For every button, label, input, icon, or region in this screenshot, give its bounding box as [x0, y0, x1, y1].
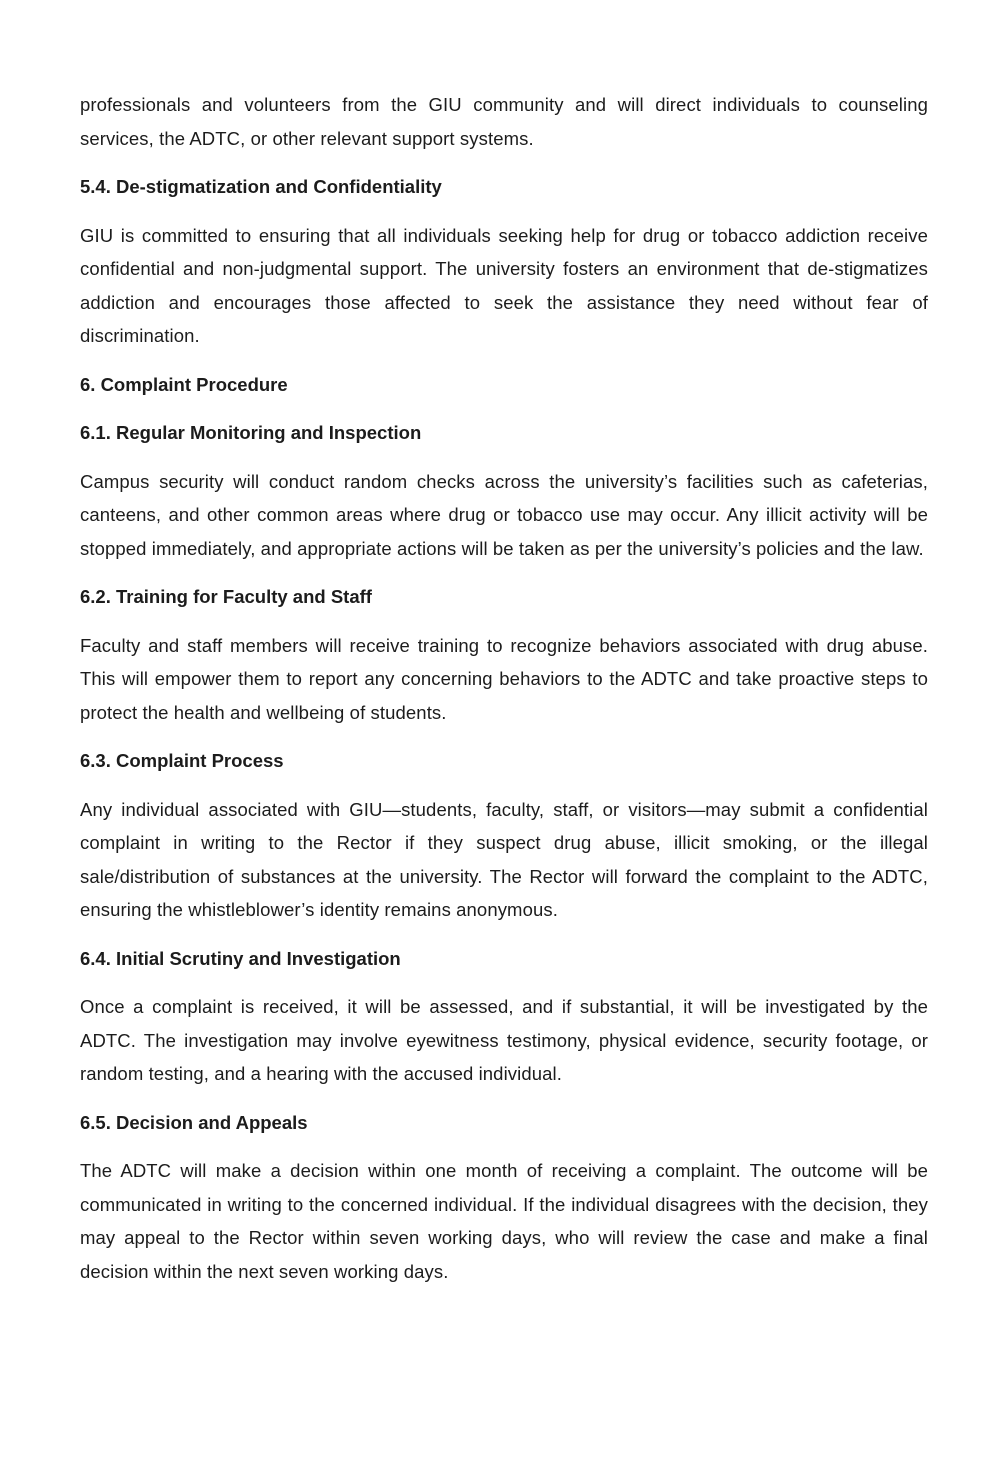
paragraph: GIU is committed to ensuring that all individuals seeking help for drug or tobacco addiction receive confidential and non-judgmental support. The university fosters an environment that de-stigmatizes addiction and encourages those affected to seek the assistance they need without fear of discrimination. [80, 224, 928, 346]
section-heading-6-2: 6.2. Training for Faculty and Staff [80, 586, 372, 607]
paragraph: Campus security will conduct random checks across the university’s facilities such as cafeterias, canteens, and other common areas where drug or tobacco use may occur. Any illicit activity will be stopped immediately, and appropriate actions will be taken as per the university’s policies and the law. [80, 470, 928, 559]
paragraph: Any individual associated with GIU—students, faculty, staff, or visitors—may submit a confidential complaint in writing to the Rector if they suspect drug abuse, illicit smoking, or the illegal sale/distribution of substances at the university. The Rector will forward the complaint to the ADTC, ensuring the whistleblower’s identity remains anonymous. [80, 798, 928, 920]
section-heading-6-5: 6.5. Decision and Appeals [80, 1111, 308, 1133]
section-heading-6: 6. Complaint Procedure [80, 373, 288, 395]
section-heading-5-4: 5.4. De-stigmatization and Confidentiality [80, 176, 442, 197]
paragraph: The ADTC will make a decision within one month of receiving a complaint. The outcome will be communicated in writing to the concerned individual. If the individual disagrees with the decision, they may appeal to the Rector within seven working days, who will review the case and make a final decision within the next seven working days. [80, 1160, 928, 1282]
section-heading-6-4: 6.4. Initial Scrutiny and Investigation [80, 947, 401, 969]
paragraph: Once a complaint is received, it will be assessed, and if substantial, it will be investigated by the ADTC. The investigation may involve eyewitness testimony, physical evidence, security footage, or random testing, and a hearing with the accused individual. [80, 996, 928, 1084]
section-heading-6-1: 6.1. Regular Monitoring and Inspection [80, 422, 422, 443]
paragraph: professionals and volunteers from the GIU community and will direct individuals to counseling services, the ADTC, or other relevant support systems. [80, 94, 928, 149]
section-heading-6-3: 6.3. Complaint Process [80, 750, 284, 771]
paragraph: Faculty and staff members will receive training to recognize behaviors associated with drug abuse. This will empower them to report any concerning behaviors to the ADTC and take proactive steps to protect the health and wellbeing of students. [80, 634, 928, 723]
